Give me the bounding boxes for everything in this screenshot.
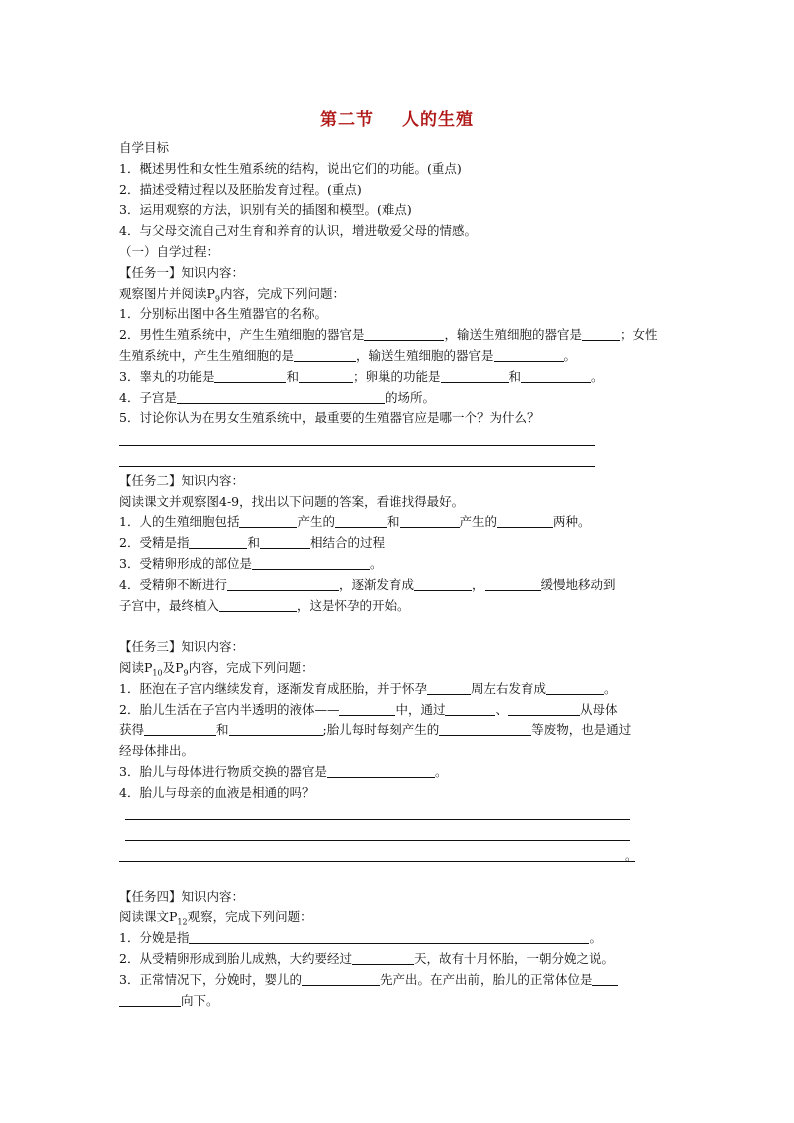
task2-q2: 2．受精是指 和 相结合的过程: [119, 535, 385, 551]
blank[interactable]: [364, 326, 444, 341]
process-heading: （一）自学过程：: [119, 243, 220, 259]
blank[interactable]: [445, 701, 495, 716]
blank[interactable]: [227, 576, 339, 591]
task3-q1: 1．胚泡在子宫内继续发育，逐渐发育成胚胎，并于怀孕 周左右发育成 。: [119, 680, 617, 696]
blank[interactable]: [119, 992, 181, 1007]
task3-q4: 4．胎儿与母亲的血液是相通的吗？: [119, 784, 315, 800]
blank[interactable]: [414, 576, 472, 591]
task3-intro: 阅读$P_{10}$及$P_9$内容，完成下列问题：: [119, 659, 314, 678]
blank[interactable]: [400, 513, 460, 528]
task2-q4-cont: 子宫中，最终植入 ，这是怀孕的开始。: [119, 597, 410, 613]
answer-line[interactable]: [119, 824, 679, 845]
task3-q2-end: 经母体排出。: [119, 743, 195, 759]
task4-q3-cont: 向下。: [119, 991, 679, 1012]
answer-line[interactable]: [119, 804, 679, 825]
task4-q1: 1．分娩是指 。: [119, 930, 602, 946]
blank[interactable]: [219, 597, 297, 612]
task1-q4: 4．子宫是 的场所。: [119, 389, 435, 405]
task4-intro: 阅读课文$P_{12}$观察，完成下列问题：: [119, 909, 313, 927]
task1-q2-cont: 生殖系统中，产生生殖细胞的是 ，输送生殖细胞的器官是 。: [119, 347, 577, 363]
task2-q1: 1．人的生殖细胞包括 产生的 和 产生的 两种。: [119, 514, 591, 530]
blank[interactable]: [441, 368, 509, 383]
task4-q3: 3．正常情况下，分娩时，婴儿的 先产出。在产出前，胎儿的正常体位是: [119, 970, 679, 991]
blank[interactable]: [239, 513, 297, 528]
blank[interactable]: [494, 347, 564, 362]
task3-q2-cont: 获得 和 ;胎儿每时每刻产生的 等废物，也是通过: [119, 722, 632, 738]
task3-heading: 【任务三】知识内容：: [119, 639, 245, 655]
task3-q2: 2．胎儿生活在子宫内半透明的液体—— 中，通过 、 从母体: [119, 701, 618, 717]
task1-q2: 2．男性生殖系统中，产生生殖细胞的器官是 ，输送生殖细胞的器官是 ；女性: [119, 327, 658, 343]
goal-item: 1．概述男性和女性生殖系统的结构，说出它们的功能。(重点): [119, 160, 462, 176]
blank[interactable]: [189, 929, 589, 944]
task4-q2: 2．从受精卵形成到胎儿成熟，大约要经过 天，故有十月怀胎，一朝分娩之说。: [119, 951, 614, 967]
task1-q3: 3．睾丸的功能是 和 ；卵巢的功能是 和 。: [119, 368, 604, 384]
blank[interactable]: [582, 326, 620, 341]
task3-q3: 3．胎儿与母体进行物质交换的器官是 。: [119, 763, 448, 779]
blank[interactable]: [299, 368, 353, 383]
task1-q1: 1．分别标出图中各生殖器官的名称。: [119, 306, 327, 322]
blank[interactable]: [352, 950, 414, 965]
blank[interactable]: [497, 513, 553, 528]
task1-intro: 观察图片并阅读$P_9$内容，完成下列问题：: [119, 285, 346, 304]
blank[interactable]: [327, 763, 435, 778]
task2-heading: 【任务二】知识内容：: [119, 472, 245, 488]
answer-line[interactable]: [119, 450, 679, 471]
blank[interactable]: [294, 347, 356, 362]
task2-q4: 4．受精卵不断进行 ，逐渐发育成 ， 缓慢地移动到: [119, 576, 616, 592]
blank[interactable]: [335, 513, 387, 528]
goal-item: 3．运用观察的方法，识别有关的插图和模型。(难点): [119, 202, 412, 218]
task1-heading: 【任务一】知识内容：: [119, 264, 245, 280]
blank[interactable]: [144, 721, 216, 736]
blank[interactable]: [427, 680, 471, 695]
blank[interactable]: [546, 680, 604, 695]
answer-line[interactable]: 。: [119, 845, 679, 866]
goal-item: 4．与父母交流自己对生育和养育的认识，增进敬爱父母的情感。: [119, 223, 477, 239]
blank[interactable]: [260, 534, 310, 549]
goals-heading: 自学目标: [119, 140, 170, 155]
blank[interactable]: [189, 534, 247, 549]
blank[interactable]: [177, 389, 385, 404]
blank[interactable]: [302, 971, 380, 986]
worksheet-content: [119, 138, 679, 1011]
blank[interactable]: [485, 576, 541, 591]
blank[interactable]: [229, 721, 323, 736]
page-title: 第二节 人的生殖: [320, 110, 474, 130]
task1-q5: 5．讨论你认为在男女生殖系统中，最重要的生殖器官应是哪一个？为什么？: [119, 410, 540, 426]
blank[interactable]: [214, 368, 286, 383]
answer-line[interactable]: [119, 429, 679, 450]
blank[interactable]: [508, 701, 580, 716]
task2-q3: 3．受精卵形成的部位是 。: [119, 555, 383, 571]
blank[interactable]: [252, 555, 370, 570]
task2-intro: 阅读课文并观察图4-9，找出以下问题的答案，看谁找得最好。: [119, 493, 465, 509]
goal-item: 2．描述受精过程以及胚胎发育过程。(重点): [119, 181, 362, 197]
blank[interactable]: [339, 701, 395, 716]
blank[interactable]: [439, 721, 531, 736]
blank[interactable]: [521, 368, 591, 383]
blank[interactable]: [592, 971, 618, 986]
task4-heading: 【任务四】知识内容：: [119, 888, 245, 904]
